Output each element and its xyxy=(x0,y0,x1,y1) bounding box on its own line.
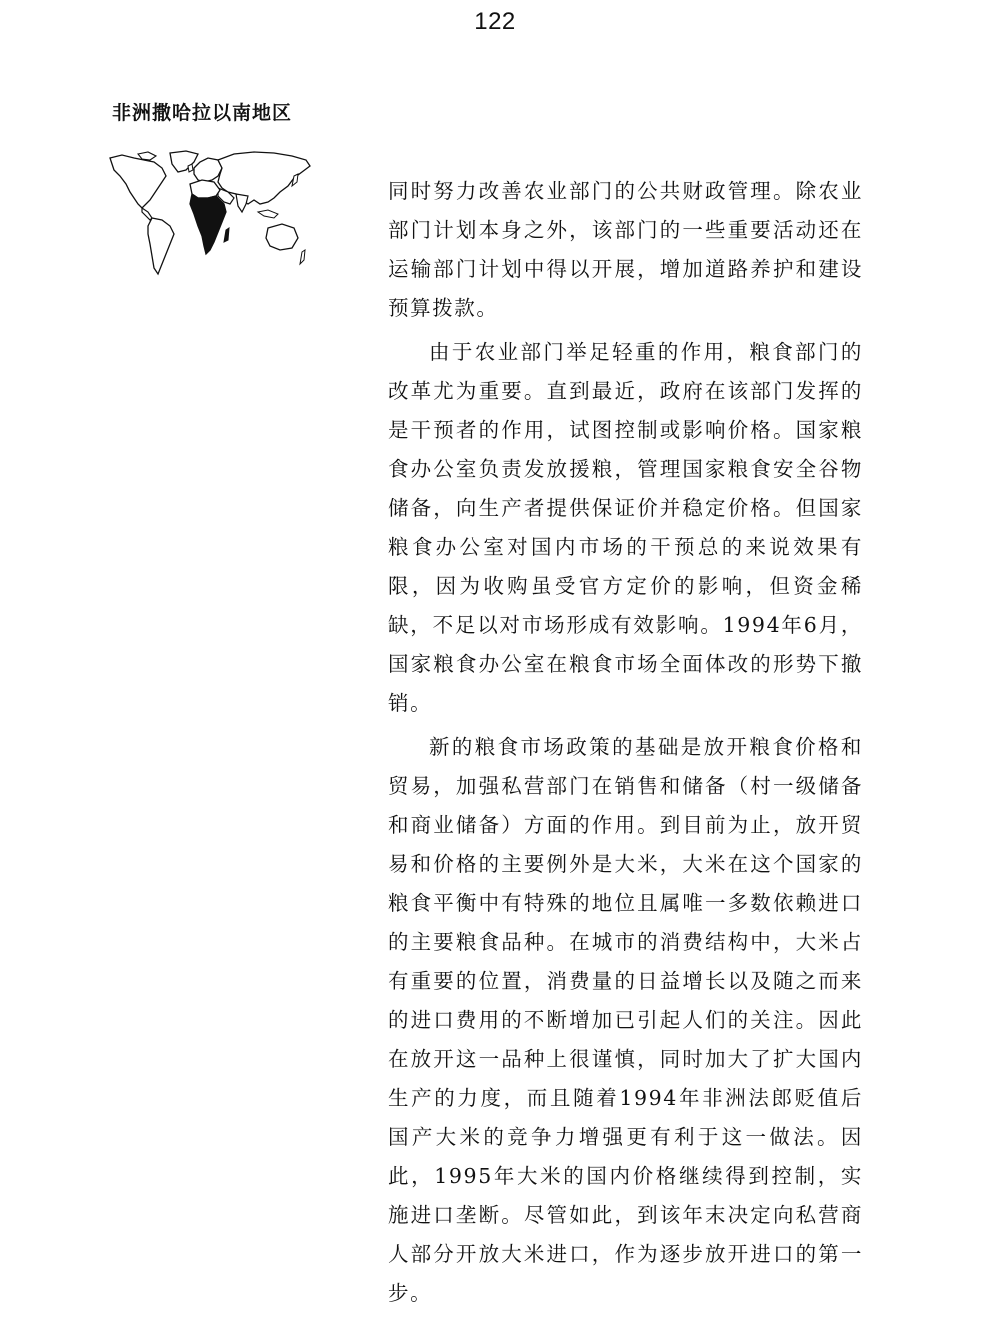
new-zealand-shape xyxy=(300,250,305,264)
india-shape xyxy=(236,194,248,212)
world-map-icon xyxy=(108,148,313,278)
north-america-shape xyxy=(110,155,166,208)
main-body-text xyxy=(388,172,863,1318)
central-america-shape xyxy=(142,208,152,220)
region-title: 非洲撒哈拉以南地区 xyxy=(112,102,293,124)
europe-shape xyxy=(194,158,222,182)
page-number: 122 xyxy=(474,8,516,35)
paragraph-1: 同时努力改善农业部门的公共财政管理。除农业部门计划本身之外，该部门的一些重要活动还在运输部门计划中得以开展，增加道路养护和建设预算拨款。 xyxy=(388,179,863,320)
paragraph-2: 由于农业部门举足轻重的作用，粮食部门的改革尤为重要。直到最近，政府在该部门发挥的是干预者的作用，试图控制或影响价格。国家粮食办公室负责发放援粮，管理国家粮食安全谷物储备，向生产者提供保证价并稳定价格。但国家粮食办公室对国内市场的干预总的来说效果有限，因为收购虽受官方定价的影响，但资金稀缺，不足以对市场形成有效影响。1994年6月，国家粮食办公室在粮食市场全面体改的形势下撤销。 xyxy=(388,340,863,715)
madagascar-shape xyxy=(224,228,229,242)
uk-shape xyxy=(188,164,193,172)
indonesia-shape xyxy=(258,210,278,218)
paragraph-3: 新的粮食市场政策的基础是放开粮食价格和贸易，加强私营部门在销售和储备（村一级储备和商业储备）方面的作用。到目前为止，放开贸易和价格的主要例外是大米，大米在这个国家的粮食平衡中有特殊的地位且属唯一多数依赖进口的主要粮食品种。在城市的消费结构中，大米占有重要的位置，消费量的日益增长以及随之而来的进口费用的不断增加已引起人们的关注。因此在放开这一品种上很谨慎，同时加大了扩大国内生产的力度，而且随着1994年非洲法郎贬值后国产大米的竞争力增强更有利于这一做法。因此，1995年大米的国内价格继续得到控制，实施进口垄断。尽管如此，到该年末决定向私营商人部分开放大米进口，作为逐步放开进口的第一步。 xyxy=(388,735,863,1305)
sub-saharan-africa-shape xyxy=(190,194,226,254)
australia-shape xyxy=(266,224,298,250)
south-america-shape xyxy=(148,218,174,274)
